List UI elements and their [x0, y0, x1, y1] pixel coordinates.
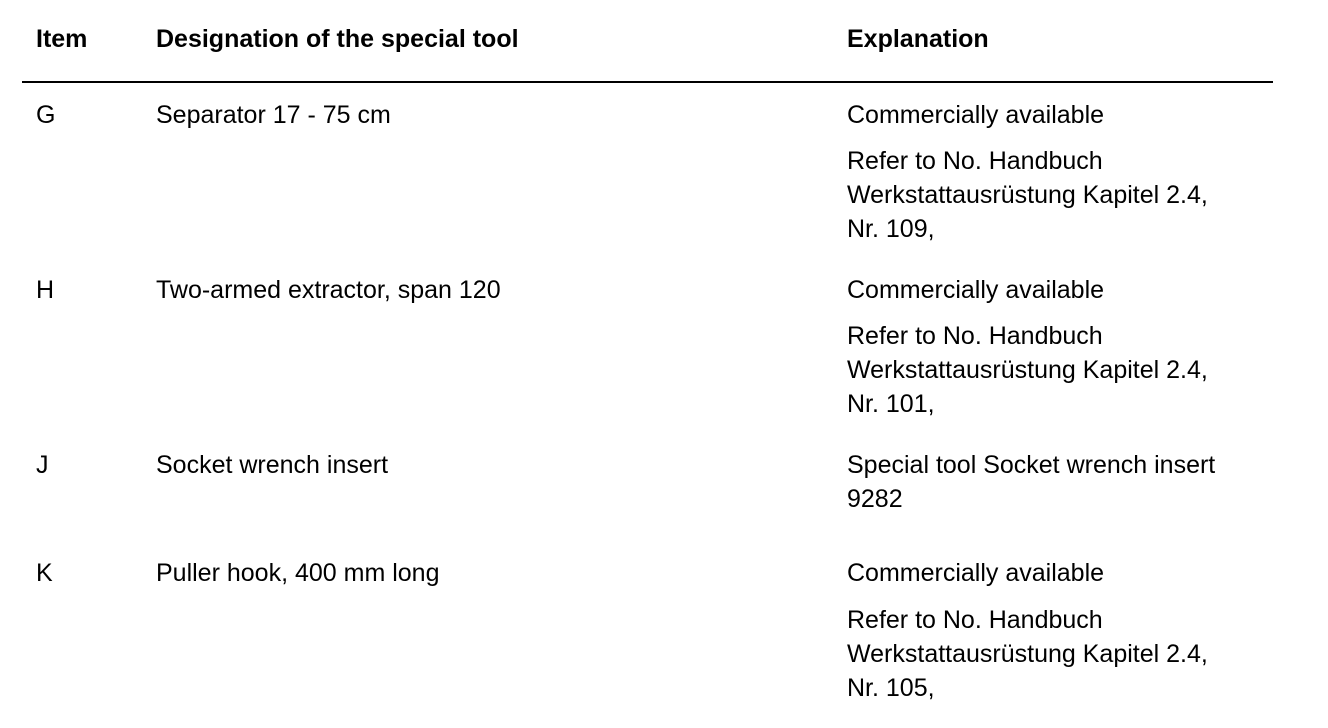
row-k-item: K: [36, 559, 53, 587]
row-g-explanation-reference-line-3: Nr. 109,: [847, 215, 935, 243]
row-h-explanation-reference-line-3: Nr. 101,: [847, 390, 935, 418]
row-j-explanation-line-1: Special tool Socket wrench insert: [847, 451, 1216, 479]
row-k-designation: Puller hook, 400 mm long: [156, 559, 440, 587]
row-j-explanation-line-2: 9282: [847, 485, 903, 513]
row-g-designation: Separator 17 - 75 cm: [156, 101, 391, 129]
row-h-item: H: [36, 276, 55, 304]
row-k-explanation-reference-line-1: Refer to No. Handbuch: [847, 606, 1103, 634]
row-k-explanation-availability: Commercially available: [847, 559, 1105, 587]
row-j-designation: Socket wrench insert: [156, 451, 389, 479]
row-g-explanation-reference-line-2: Werkstattausrüstung Kapitel 2.4,: [847, 181, 1208, 209]
row-h-explanation-reference-line-1: Refer to No. Handbuch: [847, 322, 1103, 350]
header-item: Item: [36, 25, 88, 53]
row-h-explanation-availability: Commercially available: [847, 276, 1105, 304]
row-j-item: J: [36, 451, 49, 479]
row-g-item: G: [36, 101, 56, 129]
header-explanation: Explanation: [847, 25, 989, 53]
row-h-designation: Two-armed extractor, span 120: [156, 276, 501, 304]
row-k-explanation-reference-line-3: Nr. 105,: [847, 674, 935, 702]
row-g-explanation-reference-line-1: Refer to No. Handbuch: [847, 147, 1103, 175]
header-designation: Designation of the special tool: [156, 25, 519, 53]
row-h-explanation-reference-line-2: Werkstattausrüstung Kapitel 2.4,: [847, 356, 1208, 384]
header-divider: [22, 81, 1273, 83]
row-k-explanation-reference-line-2: Werkstattausrüstung Kapitel 2.4,: [847, 640, 1208, 668]
row-g-explanation-availability: Commercially available: [847, 101, 1105, 129]
